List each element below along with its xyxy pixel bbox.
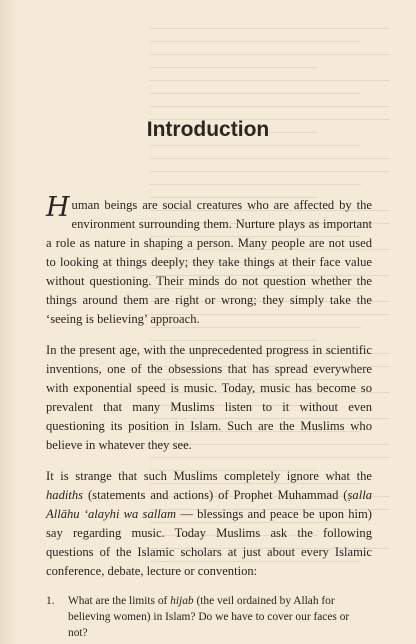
paragraph-2: In the present age, with the unprecedented progress in scientific inventions, one of the obsessions that has spread everywhere with exponential speed is music. Today, music has become so prevalent that many Muslims listen to it without even questioning its position in Islam. Such are the Muslims who believe in whatever they see. xyxy=(46,343,372,452)
list-item-text xyxy=(68,593,372,641)
question-list xyxy=(46,593,372,641)
paragraph-3 xyxy=(46,467,372,581)
paragraph-1-text: uman beings are social creatures who are affected by the environment surrounding them. Nurture plays as important a role as nature in shaping a person. Many people are not used to looking at things deeply; they take things at their face value without questioning. Their minds do not question whether the things around them are right or wrong; they simply take the ‘seeing is believing’ approach. xyxy=(46,198,372,326)
list-item-text-a: What are the limits of xyxy=(68,595,171,607)
paragraph-3-text-b: (statements and actions) of Prophet Muhammad ( xyxy=(83,488,348,502)
term-hadiths: hadiths xyxy=(46,488,84,502)
page-title: Introduction xyxy=(146,118,270,141)
list-item xyxy=(46,593,372,641)
paragraph-1 xyxy=(46,192,372,329)
term-salutation: ṣalla Allāhu ‘alayhi wa sallam xyxy=(46,488,372,521)
drop-cap: H xyxy=(46,192,70,223)
paragraph-3-text-a: It is strange that such Muslims completely ignore what the xyxy=(46,469,372,483)
paragraph-3-text-c: — blessings and peace be upon him) say regarding music. Today Muslims ask the following questions of the Islamic scholars at just about every Islamic conference, debate, lecture or convention: xyxy=(46,507,373,578)
body-text xyxy=(46,192,373,641)
term-hijab: hijab xyxy=(170,595,194,607)
list-item-number: 1. xyxy=(46,595,55,607)
list-item-text-b: (the veil ordained by Allah for believing women) in Islam? Do we have to cover our faces or not? xyxy=(68,595,350,639)
